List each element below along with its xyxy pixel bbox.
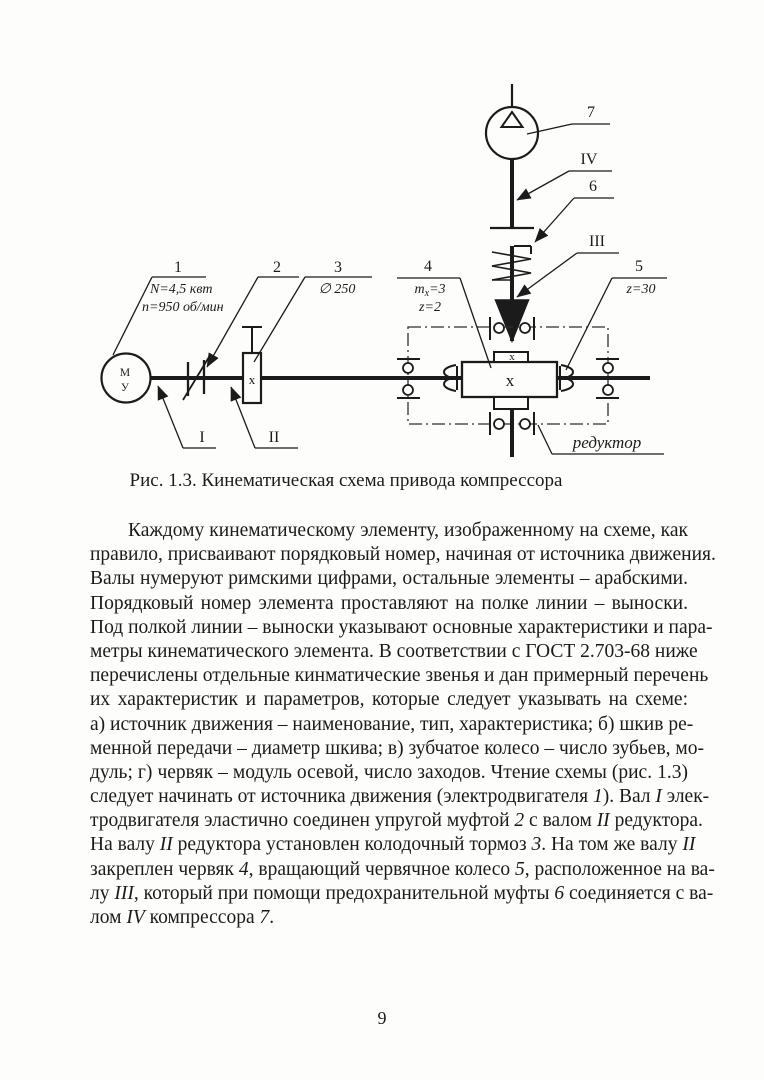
callout-4-param2: z=2 — [419, 300, 441, 315]
body-line: лом IV компрессора 7. — [90, 907, 275, 928]
body-line: тродвигателя эластично соединен упругой муфтой 2 с валом II редуктора. — [90, 810, 703, 832]
callout-2-number: 2 — [273, 259, 281, 276]
body-line: Валы нумеруют римскими цифрами, остальные элементы – арабскими. — [90, 568, 688, 590]
body-paragraph — [90, 519, 716, 930]
body-line: метры кинематического элемента. В соответствии с ГОСТ 2.703-68 ниже — [90, 640, 698, 662]
worm-top-cross: х — [509, 351, 515, 363]
shaft-I-label: I — [199, 429, 205, 446]
callout-3-param1: ∅ 250 — [318, 282, 356, 297]
callout-shaft-III — [517, 233, 619, 297]
callout-7 — [527, 104, 610, 134]
body-line: следует начинать от источника движения (электродвигателя 1). Вал I элек- — [90, 786, 710, 808]
callout-4 — [397, 258, 491, 368]
callout-3-number: 3 — [334, 259, 342, 276]
body-line: дуль; г) червяк – модуль осевой, число заходов. Чтение схемы (рис. 1.3) — [90, 761, 688, 783]
callout-5-param1: z=30 — [626, 282, 656, 297]
worm-wheel-cross: х — [505, 371, 515, 390]
body-line: закреплен червяк 4, вращающий червячное колесо 5, расположенное на ва- — [90, 858, 715, 880]
callout-6-number: 6 — [589, 178, 597, 195]
brake-symbol — [242, 327, 262, 403]
body-line: На валу II редуктора установлен колодочный тормоз 3. На том же валу II — [90, 834, 696, 856]
shaft-II-label: II — [268, 429, 280, 446]
callout-7-number: 7 — [587, 104, 595, 121]
brake-cross: х — [248, 372, 256, 387]
callout-1-param2: n=950 об/мин — [142, 300, 224, 315]
callout-1 — [113, 259, 224, 355]
motor-symbol — [102, 354, 151, 403]
kinematic-diagram — [0, 0, 764, 468]
body-line: правило, присваивают порядковый номер, начиная от источника движения. — [90, 544, 716, 566]
callout-shaft-IV — [517, 151, 612, 200]
body-line: Под полкой линии – выноски указывают основные характеристики и пара- — [90, 616, 713, 638]
motor-letter-u: У — [120, 382, 130, 394]
worm-gear-symbol — [444, 351, 573, 457]
body-line: Порядковый номер элемента проставляют на полке линии – выноски. — [90, 592, 688, 614]
callout-4-param1: $m_x=3$ — [414, 282, 446, 299]
body-line: перечислены отдельные кинматические звенья и дан примерный перечень — [90, 665, 709, 687]
elastic-coupling-symbol — [183, 357, 209, 400]
callout-1-number: 1 — [174, 259, 182, 276]
callout-shaft-II — [231, 387, 298, 448]
shaft-III-label: III — [589, 233, 605, 250]
body-line: Каждому кинематическому элементу, изображенному на схеме, как — [128, 520, 688, 541]
body-line: их характеристик и параметров, которые следует указывать на схеме: — [90, 689, 688, 711]
callout-5-number: 5 — [635, 258, 643, 275]
reducer-label: редуктор — [572, 433, 642, 452]
callout-1-param1: N=4,5 квт — [150, 282, 213, 297]
callout-reducer — [538, 425, 664, 454]
figure-caption: Рис. 1.3. Кинематическая схема привода компрессора — [129, 470, 563, 491]
body-line: менной передачи – диаметр шкива; в) зубчатое колесо – число зубьев, мо- — [90, 737, 705, 759]
callout-3 — [254, 259, 372, 362]
compressor-symbol — [486, 84, 538, 228]
motor-letter-m: М — [119, 367, 131, 379]
callout-4-number: 4 — [424, 258, 432, 275]
shaft-IV-label: IV — [580, 151, 598, 168]
callout-5 — [566, 258, 667, 370]
page-number: 9 — [377, 1008, 387, 1028]
body-line: а) источник движения – наименование, тип, характеристика; б) шкив ре- — [90, 713, 694, 735]
body-line: лу III, который при помощи предохранительной муфты 6 соединяется с ва- — [90, 882, 714, 904]
